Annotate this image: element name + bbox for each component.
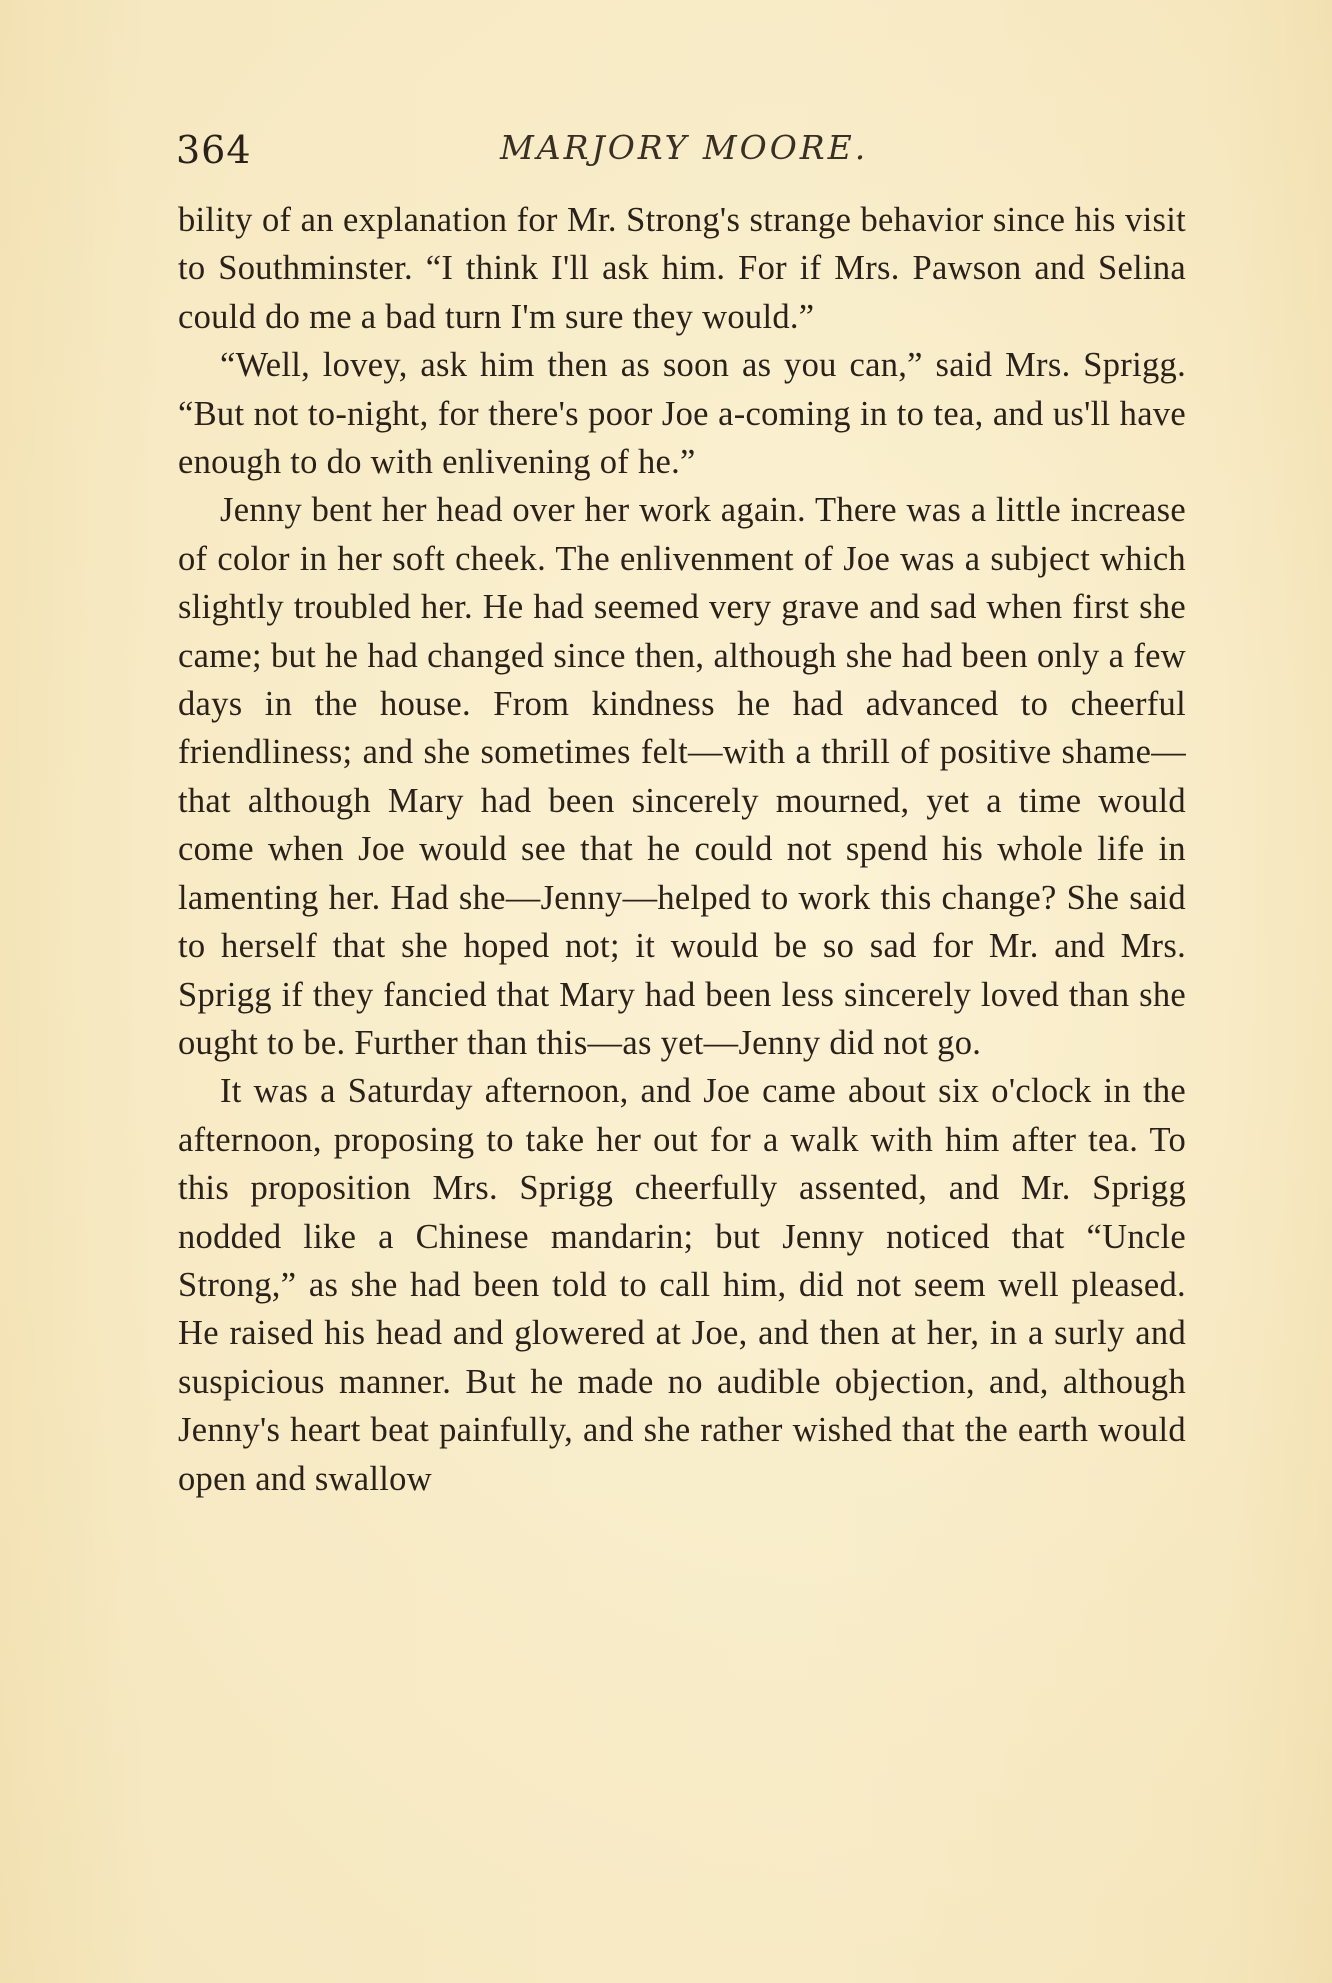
paragraph-continuation: bility of an explanation for Mr. Strong's strange behavior since his visit to Southminster. “I think I'll ask him. For if Mrs. Pawson and Selina could do me a bad turn I'm sure they would.” [178, 201, 1186, 336]
paragraph-jenny-reflection: Jenny bent her head over her work again. There was a little increase of color in her soft cheek. The enlivenment of Joe was a subject which slightly troubled her. He had seemed very grave and sad when first she came; but he had changed since then, although she had been only a few days in the house. From kindness he had advanced to cheerful friendliness; and she sometimes felt—with a thrill of positive shame—that although Mary had been sincerely mourned, yet a time would come when Joe would see that he could not spend his whole life in lamenting her. Had she—Jenny—helped to work this change? She said to herself that she hoped not; it would be so sad for Mr. and Mrs. Sprigg if they fancied that Mary had been less sincerely loved than she ought to be. Further than this—as yet—Jenny did not go. [178, 491, 1186, 1062]
page-number: 364 [176, 128, 252, 172]
body-text [178, 196, 1186, 1503]
paragraph-saturday-walk: It was a Saturday afternoon, and Joe came about six o'clock in the afternoon, proposing to take her out for a walk with him after tea. To this proposition Mrs. Sprigg cheerfully assented, and Mr. Sprigg nodded like a Chinese mandarin; but Jenny noticed that “Uncle Strong,” as she had been told to call him, did not seem well pleased. He raised his head and glowered at Joe, and then at her, in a surly and suspicious manner. But he made no audible objection, and, although Jenny's heart beat painfully, and she rather wished that the earth would open and swallow [178, 1072, 1186, 1498]
paragraph-mrs-sprigg-reply: “Well, lovey, ask him then as soon as you can,” said Mrs. Sprigg. “But not to-night, for there's poor Joe a-coming in to tea, and us'll have enough to do with enlivening of he.” [178, 346, 1186, 482]
running-head: MARJORY MOORE. [500, 128, 869, 167]
